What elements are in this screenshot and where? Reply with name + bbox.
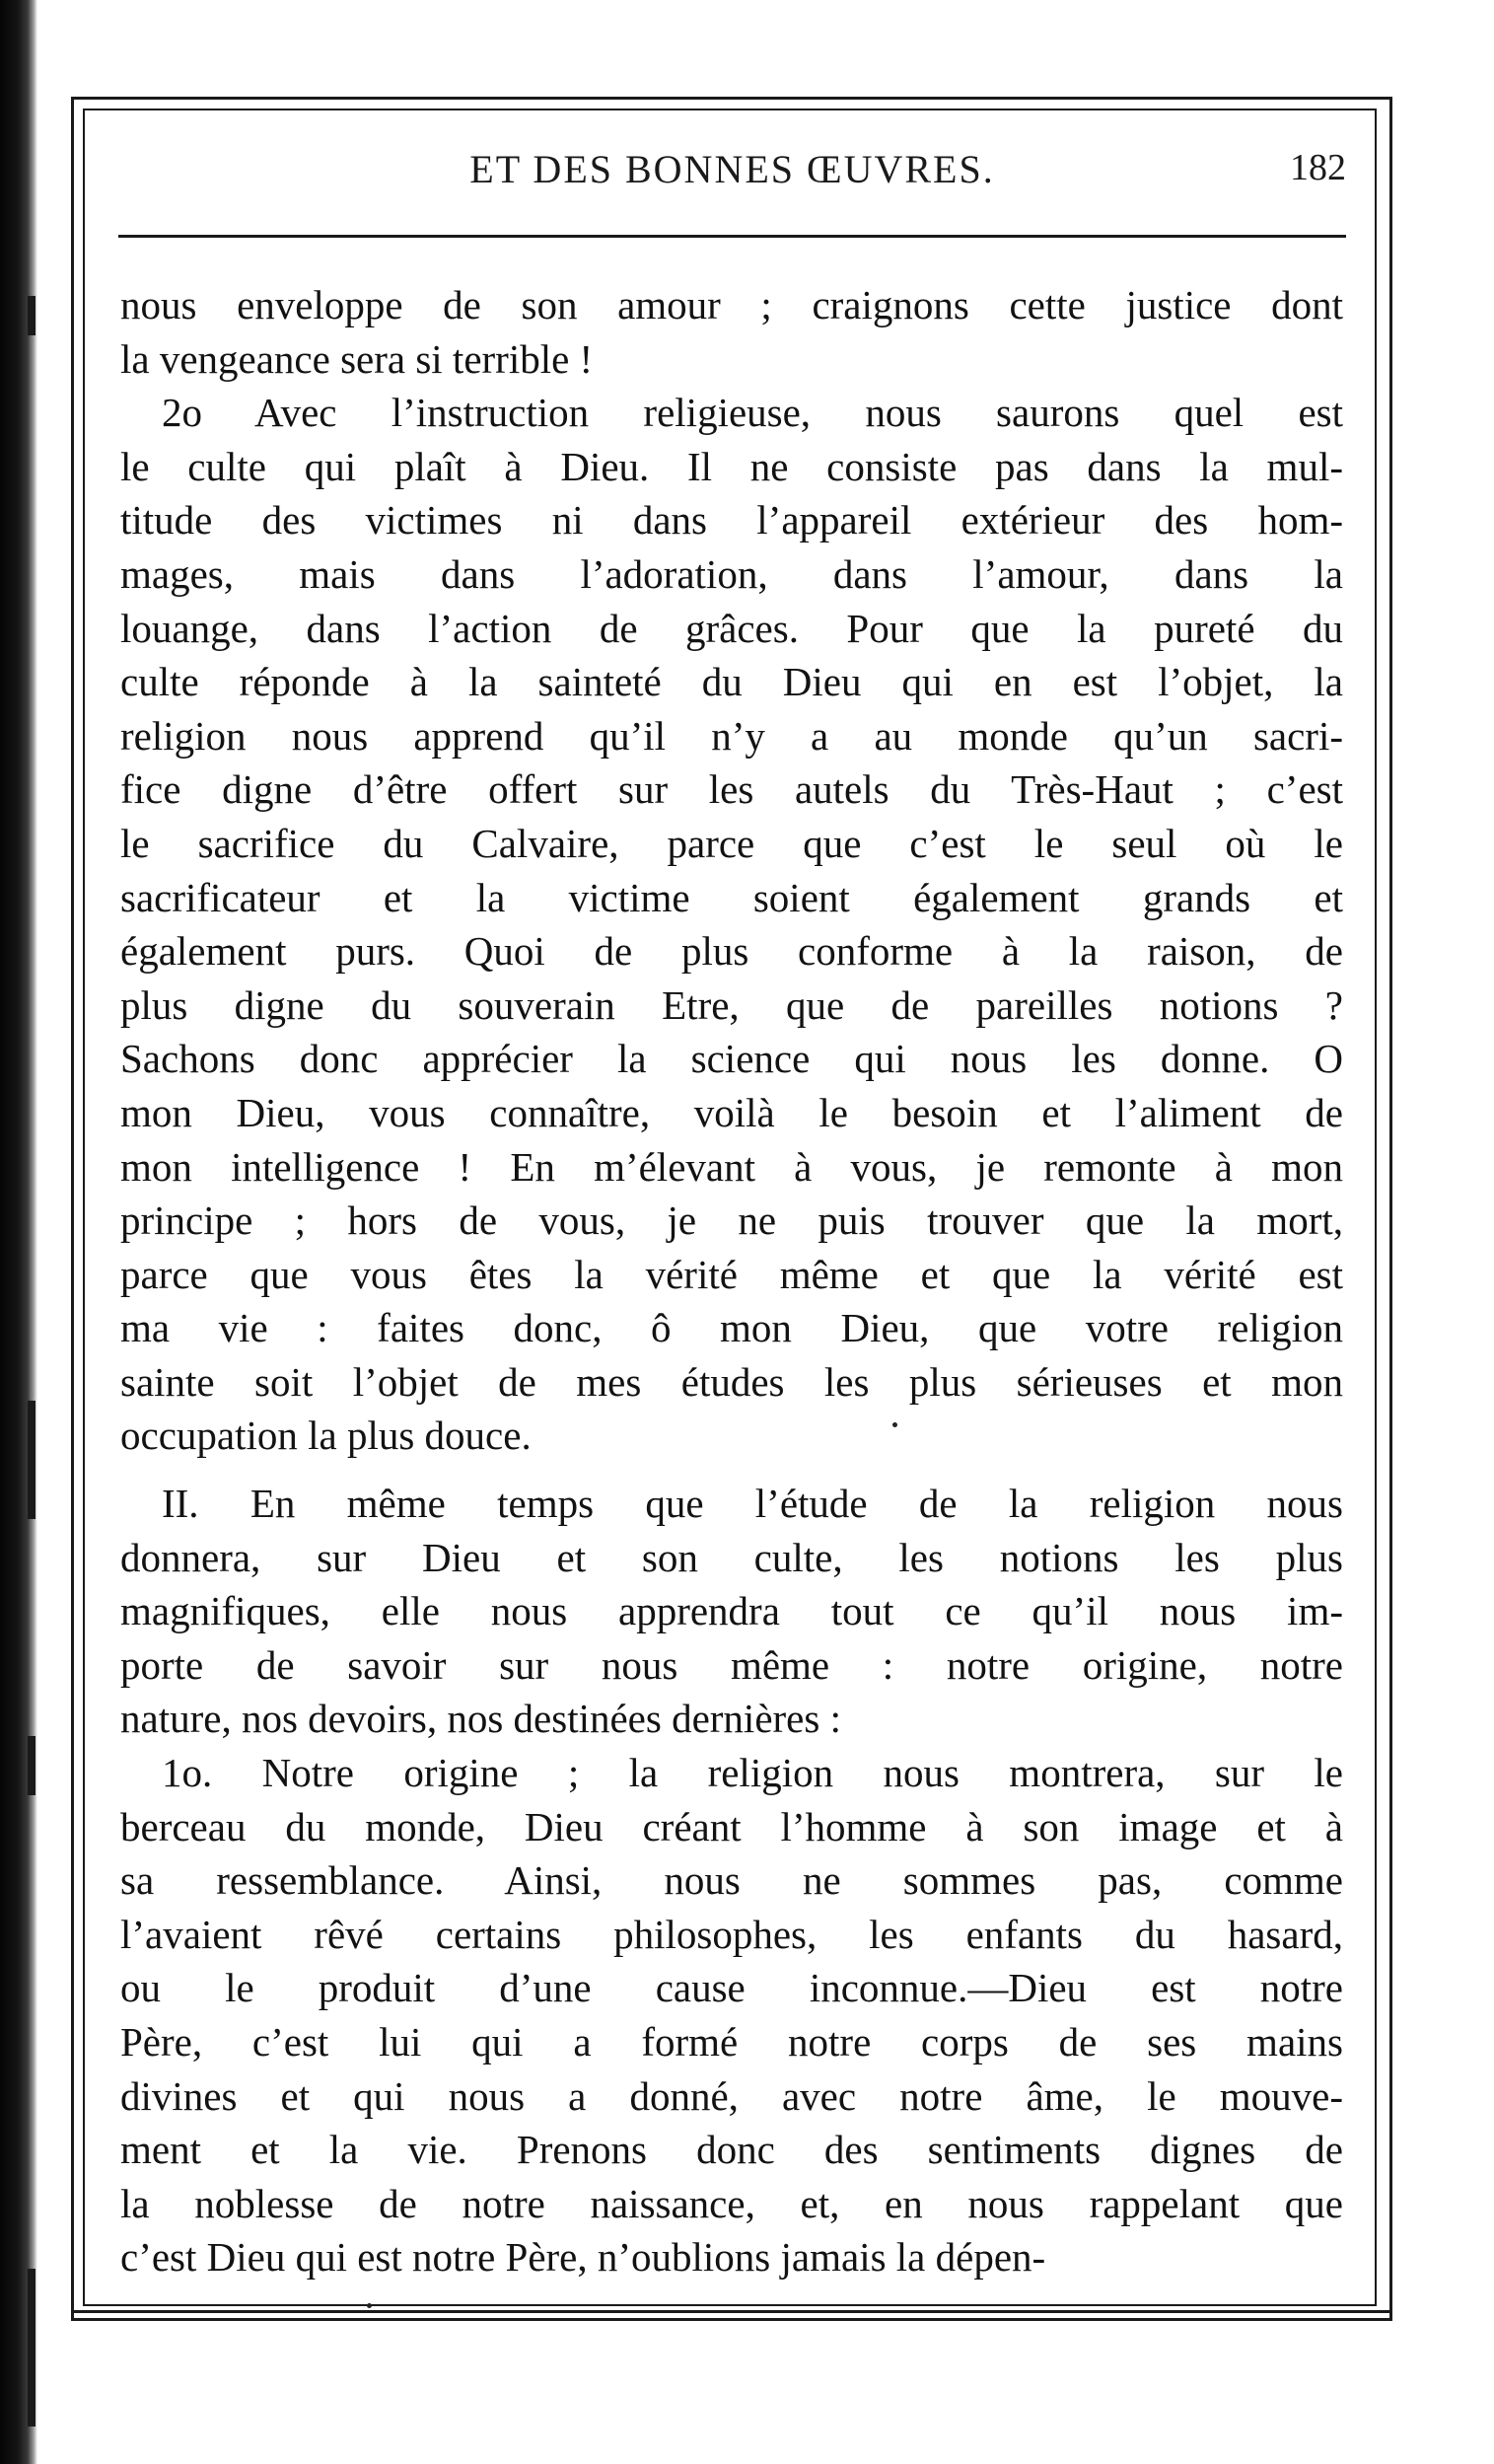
body-text xyxy=(120,278,1343,2284)
scan-speckle xyxy=(28,2269,36,2427)
text-line: Père, c’est lui qui a formé notre corps de ses mains xyxy=(120,2019,1343,2065)
text-line: parce que vous êtes la vérité même et que la vérité est xyxy=(120,1251,1343,1297)
text-line: donnera, sur Dieu et son culte, les notions les plus xyxy=(120,1534,1343,1580)
header-rule xyxy=(118,235,1346,238)
text-line: II. En même temps que l’étude de la religion nous xyxy=(162,1481,1343,1527)
scan-speckle xyxy=(28,296,36,335)
paragraph xyxy=(120,1746,1343,2284)
paragraph xyxy=(120,1477,1343,1746)
text-line: la noblesse de notre naissance, et, en nous rappelant que xyxy=(120,2180,1343,2226)
print-speck xyxy=(892,1422,897,1427)
paragraph xyxy=(120,278,1343,386)
text-line: le culte qui plaît à Dieu. Il ne consiste pas dans la mul- xyxy=(120,443,1343,489)
text-line: sa ressemblance. Ainsi, nous ne sommes pas, comme xyxy=(120,1857,1343,1904)
text-line: mon Dieu, vous connaître, voilà le besoin et l’aliment de xyxy=(120,1089,1343,1135)
paragraph-gap xyxy=(120,1463,1343,1477)
paragraph xyxy=(120,386,1343,1463)
text-line: sacrificateur et la victime soient également grands et xyxy=(120,874,1343,920)
page-frame-bottom-rule xyxy=(71,2310,1392,2313)
text-line: berceau du monde, Dieu créant l’homme à son image et à xyxy=(120,1803,1343,1849)
text-line: ment et la vie. Prenons donc des sentiments dignes de xyxy=(120,2127,1343,2173)
text-line: louange, dans l’action de grâces. Pour que la pureté du xyxy=(120,605,1343,651)
text-line: mon intelligence ! En m’élevant à vous, je remonte à mon xyxy=(120,1143,1343,1190)
text-line: Sachons donc apprécier la science qui nous les donne. O xyxy=(120,1036,1343,1082)
text-line: 1o. Notre origine ; la religion nous montrera, sur le xyxy=(162,1750,1343,1796)
scan-speckle xyxy=(28,1401,36,1519)
text-line: l’avaient rêvé certains philosophes, les enfants du hasard, xyxy=(120,1911,1343,1957)
running-title: ET DES BONNES ŒUVRES. xyxy=(469,147,995,191)
text-line: nous enveloppe de son amour ; craignons cette justice dont xyxy=(120,282,1343,327)
text-line: porte de savoir sur nous même : notre origine, notre xyxy=(120,1641,1343,1688)
text-line: fice digne d’être offert sur les autels du Très-Haut ; c’est xyxy=(120,766,1343,813)
text-line: nature, nos devoirs, nos destinées dernières : xyxy=(120,1696,841,1742)
text-line: 2o Avec l’instruction religieuse, nous saurons quel est xyxy=(162,390,1343,436)
running-head xyxy=(118,146,1346,205)
text-line: occupation la plus douce. xyxy=(120,1413,532,1459)
text-line: magnifiques, elle nous apprendra tout ce qu’il nous im- xyxy=(120,1588,1343,1634)
text-line: culte réponde à la sainteté du Dieu qui en est l’objet, la xyxy=(120,659,1343,705)
page-number: 182 xyxy=(1290,147,1346,188)
text-line: plus digne du souverain Etre, que de pareilles notions ? xyxy=(120,981,1343,1028)
print-speck xyxy=(367,2303,372,2308)
text-line: ou le produit d’une cause inconnue.—Dieu est notre xyxy=(120,1965,1343,2011)
scan-binding-edge xyxy=(0,0,37,2464)
text-line: religion nous apprend qu’il n’y a au monde qu’un sacri- xyxy=(120,712,1343,759)
text-line: sainte soit l’objet de mes études les plus sérieuses et mon xyxy=(120,1358,1343,1405)
text-line: divines et qui nous a donné, avec notre âme, le mouve- xyxy=(120,2072,1343,2119)
scan-speckle xyxy=(28,1736,36,1795)
text-line: ma vie : faites donc, ô mon Dieu, que votre religion xyxy=(120,1305,1343,1351)
text-line: mages, mais dans l’adoration, dans l’amour, dans la xyxy=(120,550,1343,597)
text-line: également purs. Quoi de plus conforme à la raison, de xyxy=(120,928,1343,975)
text-line: le sacrifice du Calvaire, parce que c’est le seul où le xyxy=(120,820,1343,866)
text-line: c’est Dieu qui est notre Père, n’oublions jamais la dépen- xyxy=(120,2234,1046,2281)
text-line: principe ; hors de vous, je ne puis trouver que la mort, xyxy=(120,1197,1343,1244)
text-line: titude des victimes ni dans l’appareil extérieur des hom- xyxy=(120,497,1343,544)
text-line: la vengeance sera si terrible ! xyxy=(120,335,594,382)
